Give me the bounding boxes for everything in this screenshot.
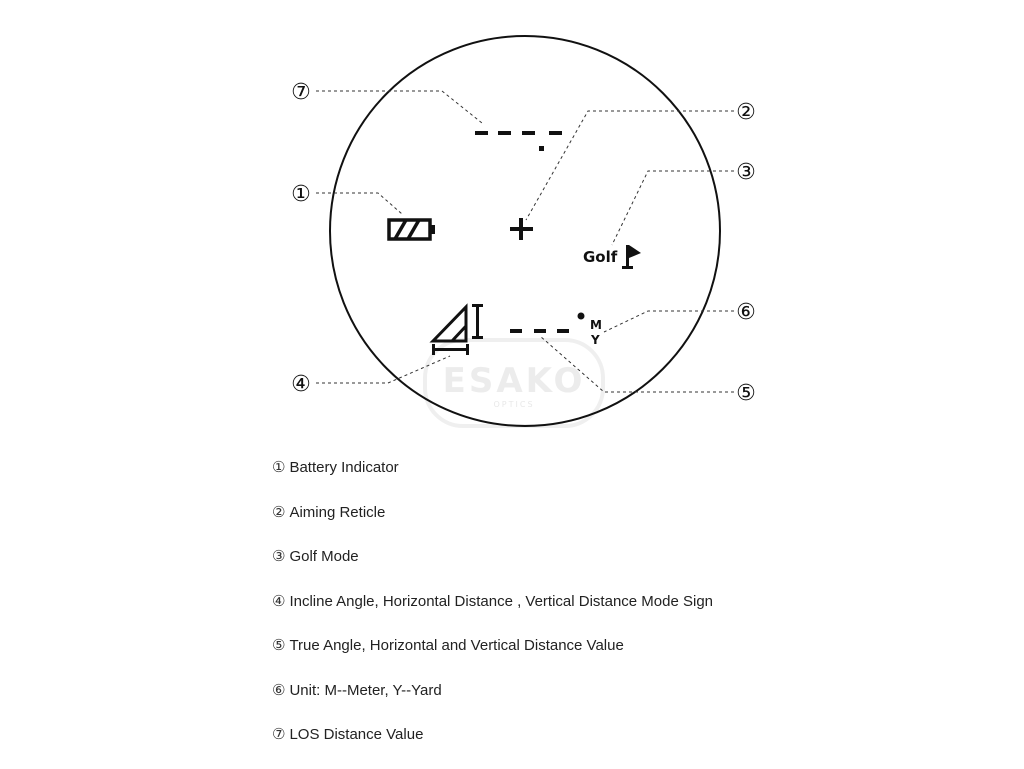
unit-meter-label: M: [590, 318, 602, 332]
callout-number-4: ④: [291, 372, 311, 397]
legend-item: [272, 680, 713, 725]
legend-item: [272, 635, 713, 680]
golf-mode: [583, 245, 641, 269]
legend-text: Golf Mode: [289, 548, 359, 565]
legend-item: [272, 457, 713, 502]
battery-icon: [389, 220, 435, 239]
legend-number: ②: [272, 502, 286, 521]
aiming-reticle-icon: [510, 218, 533, 240]
callout-number-7: ⑦: [291, 80, 311, 105]
leader-line-3: [612, 171, 734, 245]
callout-number-3: ③: [736, 160, 756, 185]
legend-number: ①: [272, 458, 286, 476]
legend-text: LOS Distance Value: [289, 726, 424, 743]
legend-number: ④: [272, 591, 286, 610]
legend-number: ⑦: [272, 725, 286, 743]
watermark-text: ESAKO: [442, 361, 586, 401]
legend-number: ③: [272, 547, 286, 565]
legend-text: Unit: M--Meter, Y--Yard: [289, 681, 442, 699]
legend-item: [272, 724, 713, 769]
watermark-subtext: OPTICS: [493, 400, 535, 409]
leader-line-6: [604, 311, 734, 332]
golf-mode-label: Golf: [583, 248, 618, 266]
leader-line-7: [316, 91, 482, 123]
legend-number: ⑥: [272, 680, 286, 699]
los-distance-value: [475, 131, 562, 151]
legend-item: [272, 591, 713, 636]
unit-indicator: [590, 318, 602, 347]
legend-text: Battery Indicator: [289, 459, 399, 476]
legend-item: [272, 502, 713, 547]
callout-number-1: ①: [291, 182, 311, 207]
golf-flag-icon: [622, 245, 641, 269]
unit-yard-label: Y: [591, 333, 600, 347]
legend-text: Aiming Reticle: [289, 503, 386, 521]
legend-text: True Angle, Horizontal and Vertical Distance Value: [289, 637, 624, 654]
leader-line-2: [526, 111, 734, 220]
callout-number-5: ⑤: [736, 381, 756, 406]
legend-list: [272, 457, 713, 769]
legend-number: ⑤: [272, 636, 286, 654]
watermark: [425, 340, 603, 426]
legend-item: [272, 546, 713, 591]
callout-number-2: ②: [736, 100, 756, 125]
callout-number-6: ⑥: [736, 300, 756, 325]
distance-value: [510, 313, 585, 334]
leader-line-1: [316, 193, 402, 214]
legend-text: Incline Angle, Horizontal Distance , Vertical Distance Mode Sign: [289, 592, 714, 610]
